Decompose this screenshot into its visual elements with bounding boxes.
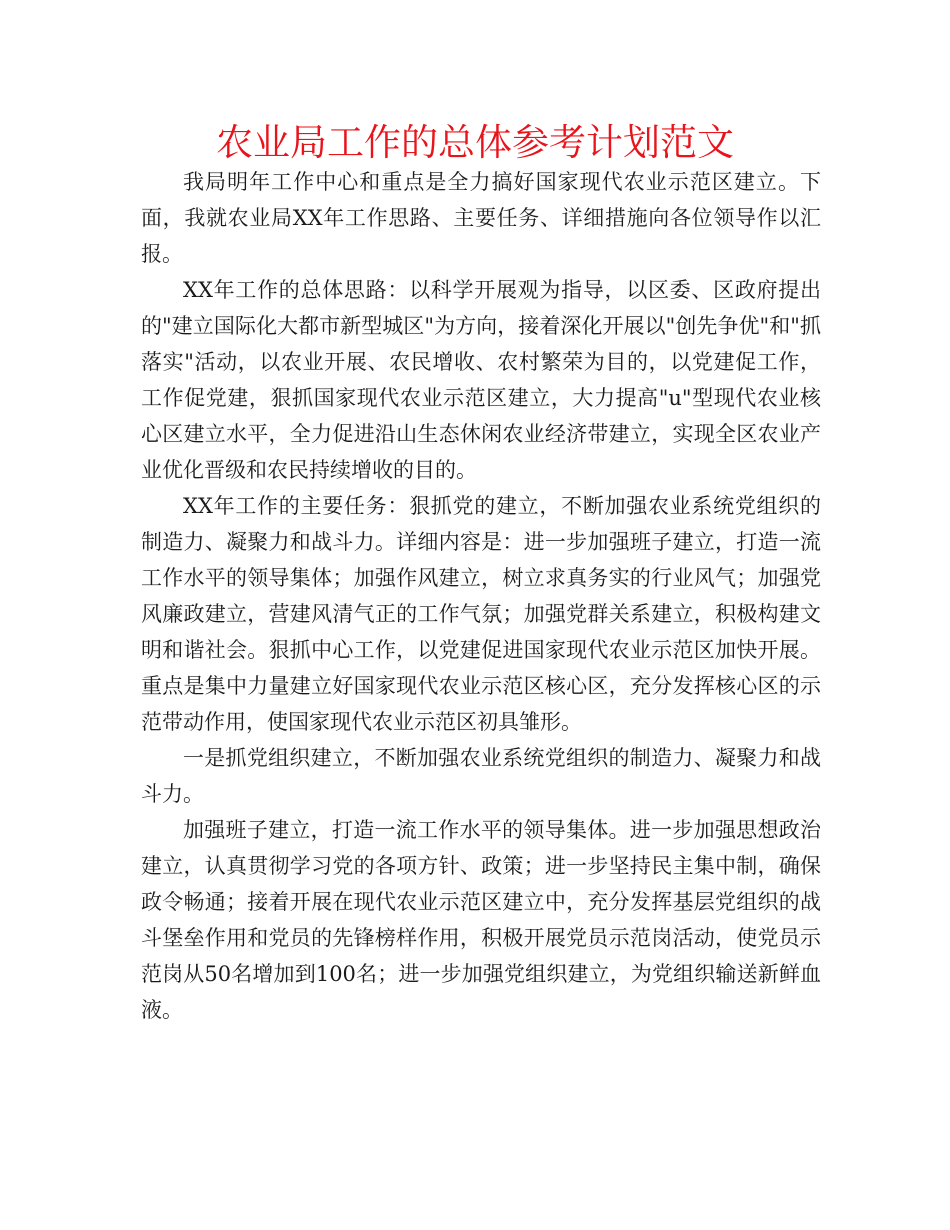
paragraph-intro: 我局明年工作中心和重点是全力搞好国家现代农业示范区建立。下面，我就农业局XX年工作思路、主要任务、详细措施向各位领导作以汇报。: [141, 170, 821, 266]
paragraph-item-one: 一是抓党组织建立，不断加强农业系统党组织的制造力、凝聚力和战斗力。: [141, 746, 821, 806]
document-body: [141, 164, 821, 1028]
paragraph-leadership: 加强班子建立，打造一流工作水平的领导集体。进一步加强思想政治建立，认真贯彻学习党的各项方针、政策；进一步坚持民主集中制，确保政令畅通；接着开展在现代农业示范区建立中，充分发挥基层党组织的战斗堡垒作用和党员的先锋榜样作用，积极开展党员示范岗活动，使党员示范岗从50名增加到100名；进一步加强党组织建立，为党组织输送新鲜血液。: [141, 818, 821, 1022]
document-title: 农业局工作的总体参考计划范文: [216, 121, 734, 164]
paragraph-overall-approach: XX年工作的总体思路：以科学开展观为指导，以区委、区政府提出的"建立国际化大都市新型城区"为方向，接着深化开展以"创先争优"和"抓落实"活动，以农业开展、农民增收、农村繁荣为目的，以党建促工作，工作促党建，狠抓国家现代农业示范区建立，大力提高"u"型现代农业核心区建立水平，全力促进沿山生态休闲农业经济带建立，实现全区农业产业优化晋级和农民持续增收的目的。: [141, 278, 821, 482]
paragraph-main-tasks: XX年工作的主要任务：狠抓党的建立，不断加强农业系统党组织的制造力、凝聚力和战斗力。详细内容是：进一步加强班子建立，打造一流工作水平的领导集体；加强作风建立，树立求真务实的行业风气；加强党风廉政建立，营建风清气正的工作气氛；加强党群关系建立，积极构建文明和谐社会。狠抓中心工作，以党建促进国家现代农业示范区加快开展。重点是集中力量建立好国家现代农业示范区核心区，充分发挥核心区的示范带动作用，使国家现代农业示范区初具雏形。: [141, 494, 821, 734]
